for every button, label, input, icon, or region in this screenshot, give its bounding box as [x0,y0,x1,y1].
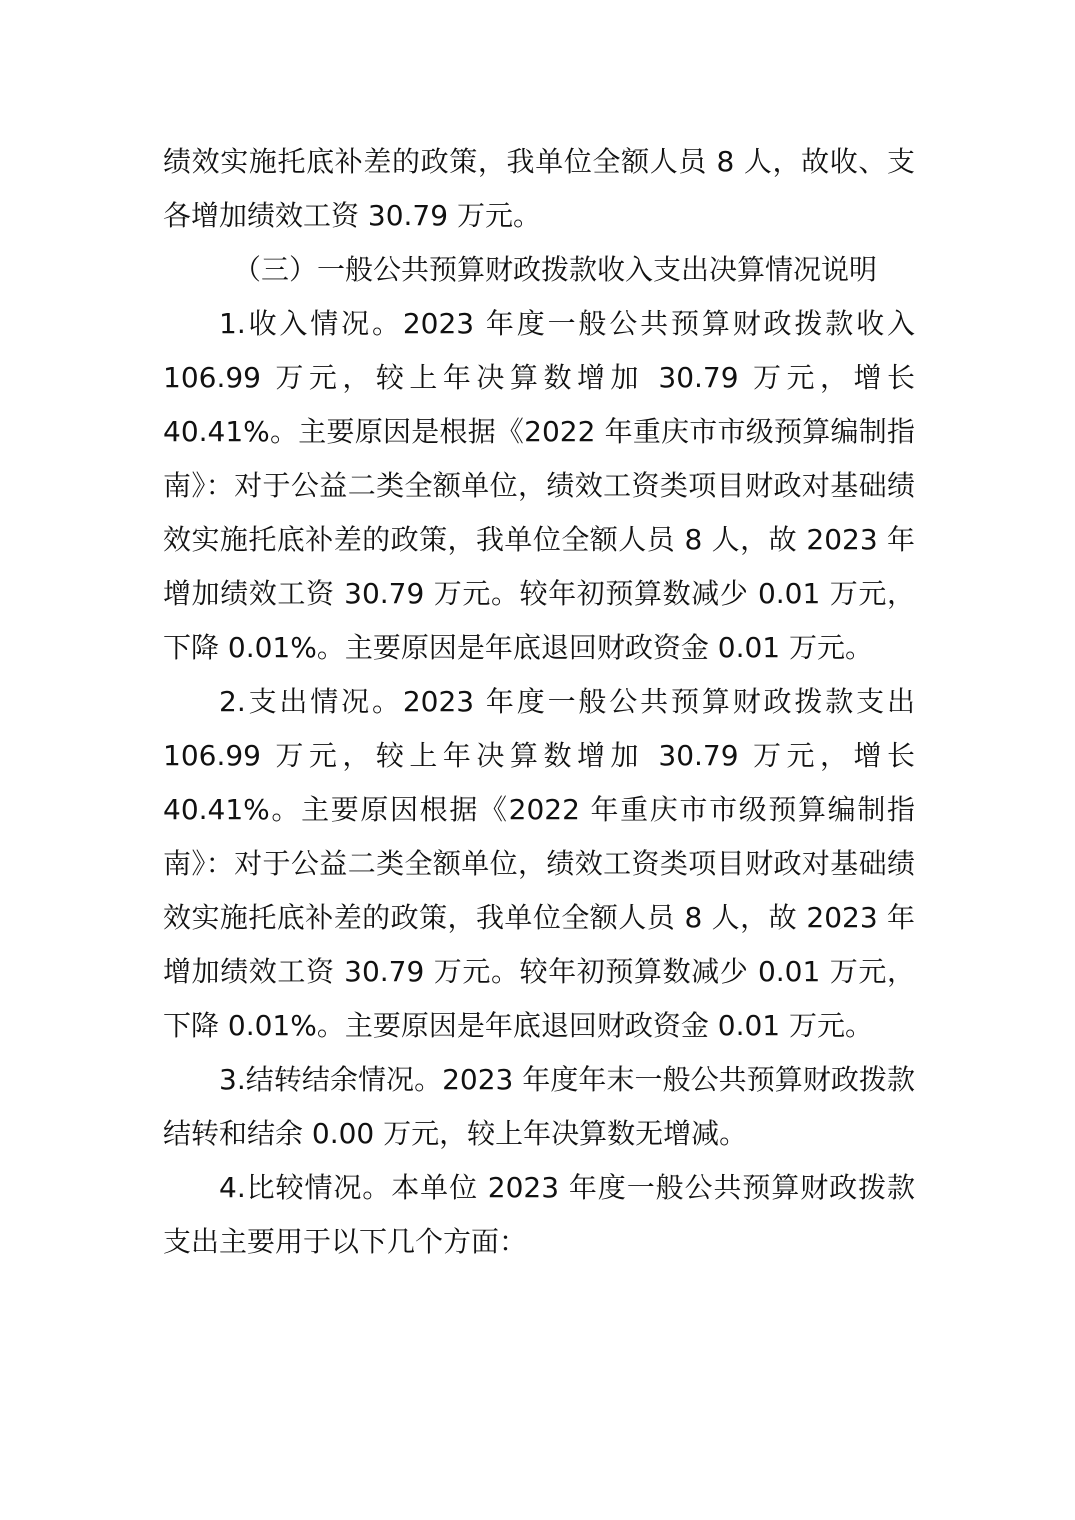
document-body [163,135,915,1269]
paragraph-comparison: 4.比较情况。本单位 2023 年度一般公共预算财政拨款支出主要用于以下几个方面： [163,1171,915,1258]
paragraph-income: 1.收入情况。2023 年度一般公共预算财政拨款收入 106.99 万元，较上年决算数增加 30.79 万元，增长 40.41%。主要原因是根据《2022 年重庆市市级预算编制指南》：对于公益二类全额单位，绩效工资类项目财政对基础绩效实施托底补差的政策，我单位全额人员 8 人，故 2023 年增加绩效工资 30.79 万元。较年初预算数减少 0.01 万元，下降 0.01%。主要原因是年底退回财政资金 0.01 万元。 [163,307,915,664]
section-heading: （三）一般公共预算财政拨款收入支出决算情况说明 [233,253,878,286]
paragraph-carryover: 3.结转结余情况。2023 年度年末一般公共预算财政拨款结转和结余 0.00 万元，较上年决算数无增减。 [163,1063,915,1150]
paragraph-continuation: 绩效实施托底补差的政策，我单位全额人员 8 人，故收、支各增加绩效工资 30.79 万元。 [163,145,915,232]
paragraph-expenditure: 2.支出情况。2023 年度一般公共预算财政拨款支出 106.99 万元，较上年决算数增加 30.79 万元，增长 40.41%。主要原因根据《2022 年重庆市市级预算编制指南》：对于公益二类全额单位，绩效工资类项目财政对基础绩效实施托底补差的政策，我单位全额人员 8 人，故 2023 年增加绩效工资 30.79 万元。较年初预算数减少 0.01 万元，下降 0.01%。主要原因是年底退回财政资金 0.01 万元。 [163,685,915,1042]
